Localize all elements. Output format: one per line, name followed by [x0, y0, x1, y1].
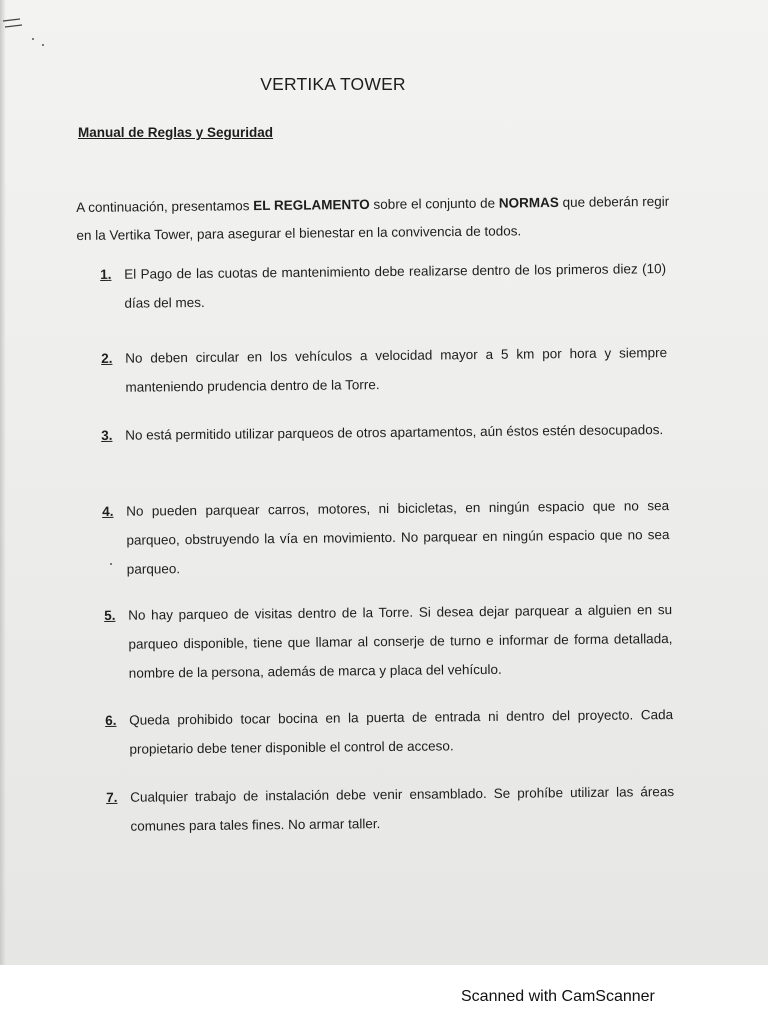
document-subtitle: Manual de Reglas y Seguridad [78, 125, 274, 140]
rule-item [102, 491, 670, 584]
rule-text: No hay parqueo de visitas dentro de la Torre. Si desea dejar parquear a alguien en su parqueo disponible, tiene que llamar al conserje de turno e informar de forma detallada, nombre de la persona, además de marca y placa del vehículo. [128, 602, 673, 681]
document-title: VERTIKA TOWER [260, 74, 406, 94]
rule-number: 6. [105, 712, 117, 728]
intro-paragraph [76, 188, 677, 250]
rule-number: 2. [101, 350, 113, 366]
rule-number: 5. [104, 607, 116, 623]
rule-text: Queda prohibido tocar bocina en la puerta de entrada ni dentro del proyecto. Cada propietario debe tener disponible el control de acceso. [129, 707, 674, 757]
rule-text: Cualquier trabajo de instalación debe venir ensamblado. Se prohíbe utilizar las áreas comunes para tales fines. No armar taller. [130, 784, 675, 834]
rule-number: 7. [106, 789, 118, 805]
rule-text: No está permitido utilizar parqueos de otros apartamentos, aún éstos estén desocupados. [125, 422, 664, 443]
rule-item [106, 777, 675, 841]
intro-text: sobre el conjunto de [369, 195, 499, 212]
rule-text: No deben circular en los vehículos a velocidad mayor a 5 km por hora y siempre manteniendo prudencia dentro de la Torre. [125, 345, 668, 395]
rule-number: 1. [100, 266, 112, 282]
rule-item [105, 700, 674, 764]
intro-text: que deberán regir en la Vertika Tower, para asegurar el bienestar en la convivencia de todos. [76, 193, 670, 243]
intro-text: A continuación, presentamos [76, 198, 254, 215]
rule-item [101, 415, 668, 450]
rule-number: 3. [101, 427, 113, 443]
rule-item [101, 338, 668, 402]
intro-bold-reglamento: EL REGLAMENTO [253, 196, 370, 214]
intro-bold-normas: NORMAS [498, 194, 559, 211]
rule-item [104, 595, 673, 688]
rule-text: El Pago de las cuotas de mantenimiento debe realizarse dentro de los primeros diez (10) días del mes. [124, 261, 667, 311]
camscanner-watermark: Scanned with CamScanner [461, 988, 655, 1005]
rule-number: 4. [102, 503, 114, 519]
rule-item [100, 254, 667, 318]
rule-text: No pueden parquear carros, motores, ni bicicletas, en ningún espacio que no sea parqueo, obstruyendo la vía en movimiento. No parquear en ningún espacio que no sea parqueo. [126, 498, 670, 577]
